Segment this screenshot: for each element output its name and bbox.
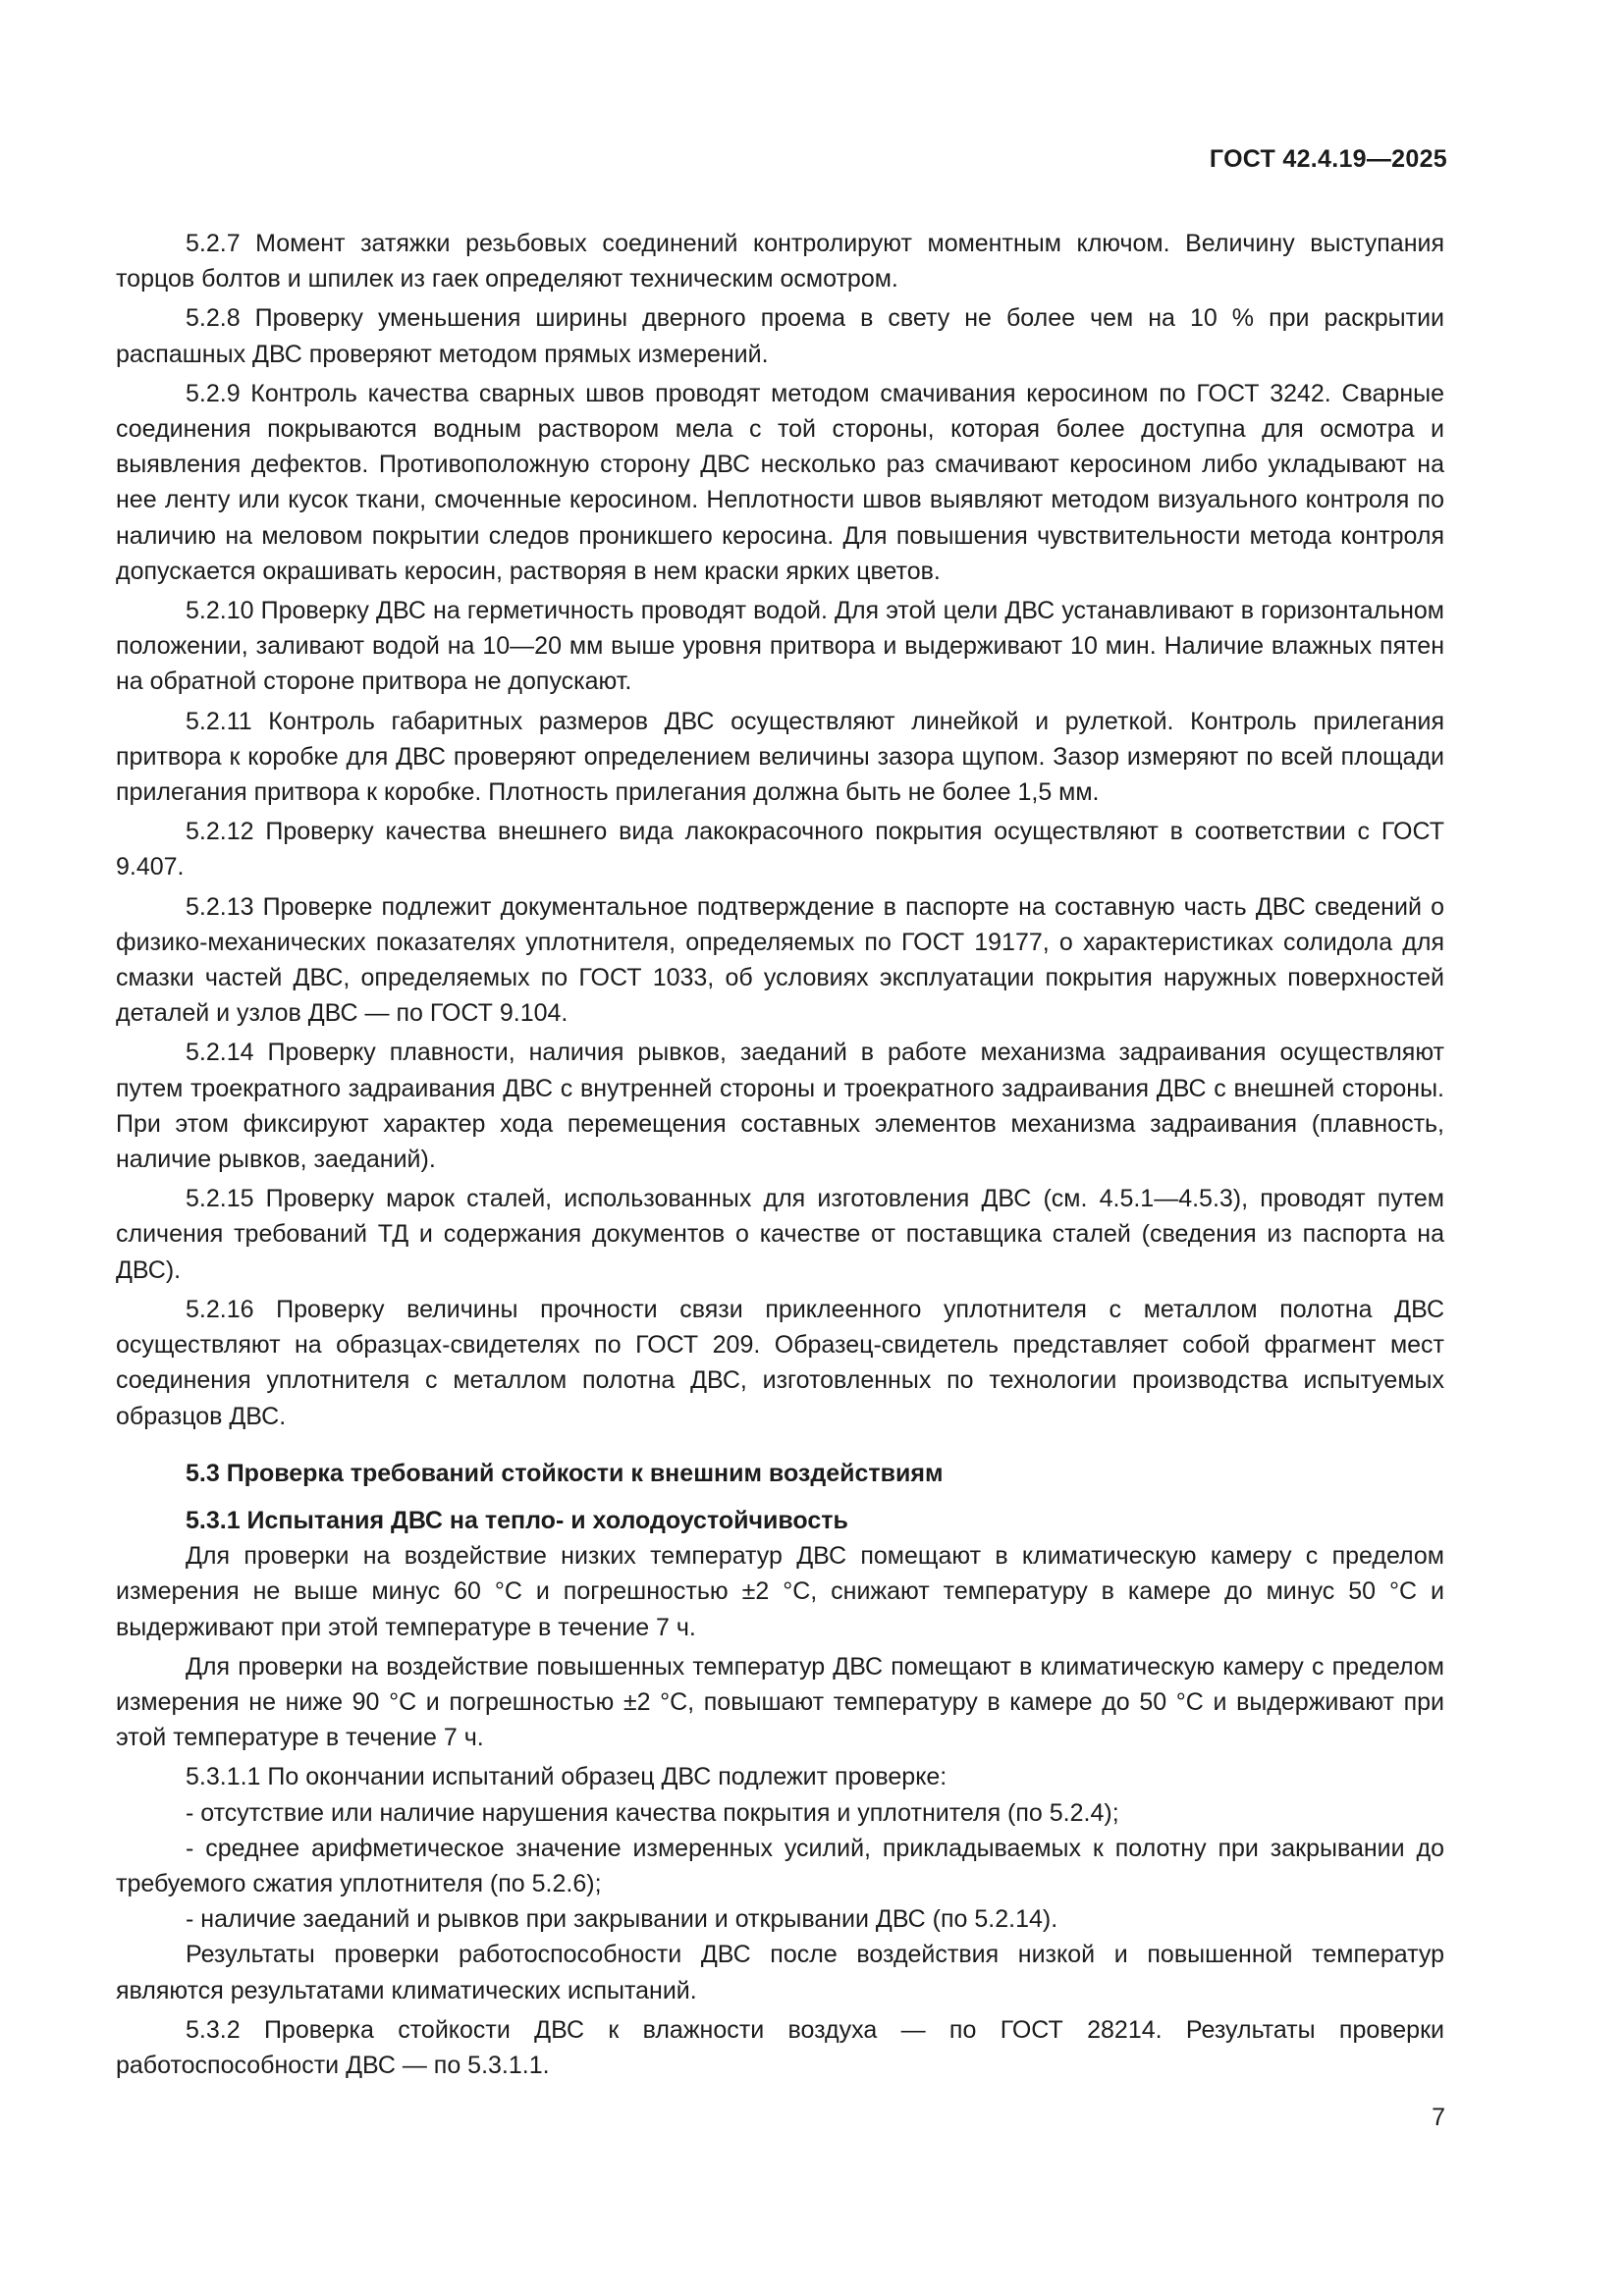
paragraph-5-2-16: 5.2.16 Проверку величины прочности связи приклеенного уплотнителя с металлом полотна ДВС осуществляют на образцах-свидетелях по ГОСТ 209. Образец-свидетель представляет собой фрагмент мест соединения уплотнителя с металлом полотна ДВС, изготовленных по технологии производства испытуемых образцов ДВС. [116, 1295, 1444, 1430]
paragraph-5-2-11: 5.2.11 Контроль габаритных размеров ДВС осуществляют линейкой и рулеткой. Контроль прилегания притвора к коробке для ДВС проверяют определением величины зазора щупом. Зазор измеряют по всей площади прилегания притвора к коробке. Плотность прилегания должна быть не более 1,5 мм. [116, 707, 1444, 807]
paragraph-5-2-13: 5.2.13 Проверке подлежит документальное подтверждение в паспорте на составную часть ДВС сведений о физико-механических показателях уплотнителя, определяемых по ГОСТ 19177, о характеристиках солидола для смазки частей ДВС, определяемых по ГОСТ 1033, об условиях эксплуатации покрытия наружных поверхностей деталей и узлов ДВС — по ГОСТ 9.104. [116, 892, 1444, 1028]
paragraph-climate-results: Результаты проверки работоспособности ДВС после воздействия низкой и повышенной температур являются результатами климатических испытаний. [116, 1941, 1444, 2004]
paragraph-5-2-7: 5.2.7 Момент затяжки резьбовых соединений контролируют моментным ключом. Величину выступания торцов болтов и шпилек из гаек определяют техническим осмотром. [116, 230, 1444, 294]
paragraph-5-2-15: 5.2.15 Проверку марок сталей, использованных для изготовления ДВС (см. 4.5.1—4.5.3), проводят путем сличения требований ТД и содержания документов о качестве от поставщика сталей (сведения из паспорта на ДВС). [116, 1185, 1444, 1284]
paragraph-high-temperature: Для проверки на воздействие повышенных температур ДВС помещают в климатическую камеру с пределом измерения не ниже 90 °С и погрешностью ±2 °С, повышают температуру в камере до 50 °С и выдерживают при этой температуре в течение 7 ч. [116, 1652, 1444, 1752]
list-item-force: - среднее арифметическое значение измеренных усилий, прикладываемых к полотну при закрывании до требуемого сжатия уплотнителя (по 5.2.6); [116, 1834, 1444, 1897]
page-number: 7 [1432, 2104, 1445, 2131]
section-title-5-3: 5.3 Проверка требований стойкости к внешним воздействиям [186, 1459, 944, 1487]
subsection-title-5-3-1: 5.3.1 Испытания ДВС на тепло- и холодоустойчивость [186, 1506, 848, 1534]
paragraph-5-2-8: 5.2.8 Проверку уменьшения ширины дверного проема в свету не более чем на 10 % при раскрытии распашных ДВС проверяют методом прямых измерений. [116, 304, 1444, 368]
paragraph-low-temperature: Для проверки на воздействие низких температур ДВС помещают в климатическую камеру с пределом измерения не выше минус 60 °С и погрешностью ±2 °С, снижают температуру в камере до минус 50 °С и выдерживают при этой температуре в течение 7 ч. [116, 1542, 1444, 1641]
paragraph-5-2-9: 5.2.9 Контроль качества сварных швов проводят методом смачивания керосином по ГОСТ 3242. Сварные соединения покрываются водным раствором мела с той стороны, которая более доступна для осмотра и выявления дефектов. Противоположную сторону ДВС несколько раз смачивают керосином либо укладывают на нее ленту или кусок ткани, смоченные керосином. Неплотности швов выявляют методом визуального контроля по наличию на меловом покрытии следов проникшего керосина. Для повышения чувствительности метода контроля допускается окрашивать керосин, растворяя в нем краски ярких цветов. [116, 379, 1444, 585]
paragraph-5-2-14: 5.2.14 Проверку плавности, наличия рывков, заеданий в работе механизма задраивания осуществляют путем троекратного задраивания ДВС с внутренней стороны и троекратного задраивания ДВС с внешней стороны. При этом фиксируют характер хода перемещения составных элементов механизма задраивания (плавность, наличие рывков, заеданий). [116, 1039, 1444, 1174]
list-item-coating: - отсутствие или наличие нарушения качества покрытия и уплотнителя (по 5.2.4); [186, 1798, 1119, 1827]
paragraph-5-3-2: 5.3.2 Проверка стойкости ДВС к влажности воздуха — по ГОСТ 28214. Результаты проверки работоспособности ДВС — по 5.3.1.1. [116, 2015, 1444, 2079]
paragraph-5-3-1-1: 5.3.1.1 По окончании испытаний образец ДВС подлежит проверке: [186, 1763, 947, 1791]
paragraph-5-2-10: 5.2.10 Проверку ДВС на герметичность проводят водой. Для этой цели ДВС устанавливают в горизонтальном положении, заливают водой на 10—20 мм выше уровня притвора и выдерживают 10 мин. Наличие влажных пятен на обратной стороне притвора не допускают. [116, 597, 1444, 696]
paragraph-5-2-12: 5.2.12 Проверку качества внешнего вида лакокрасочного покрытия осуществляют в соответствии с ГОСТ 9.407. [116, 818, 1444, 881]
document-code-header: ГОСТ 42.4.19—2025 [1209, 145, 1447, 173]
document-body [116, 226, 1444, 2083]
list-item-jamming: - наличие заеданий и рывков при закрывании и открывании ДВС (по 5.2.14). [186, 1905, 1058, 1934]
